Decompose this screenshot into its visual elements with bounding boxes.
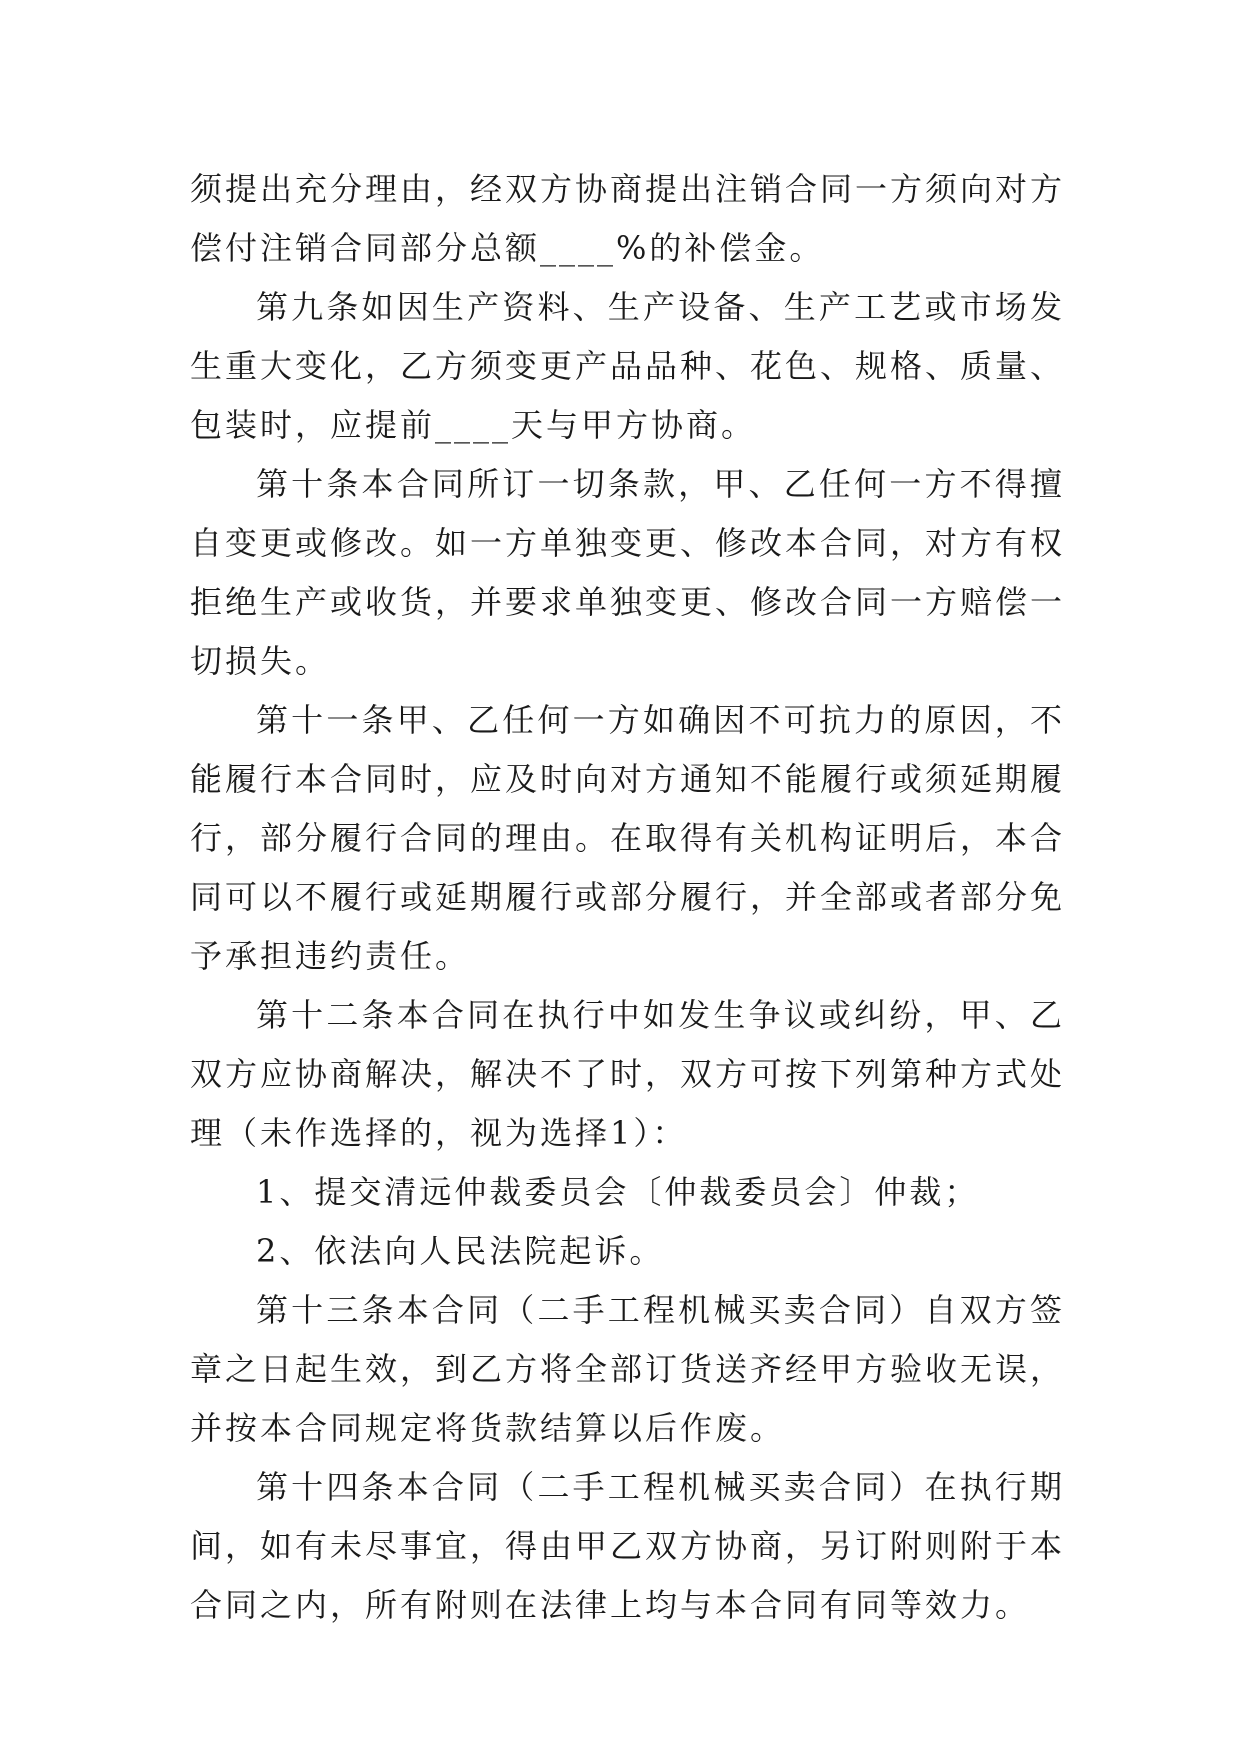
document-body <box>190 160 1065 1635</box>
list-item-option-1: 1、提交清远仲裁委员会〔仲裁委员会〕仲裁； <box>256 1173 980 1211</box>
paragraph-article-12: 第十二条本合同在执行中如发生争议或纠纷，甲、乙双方应协商解决，解决不了时，双方可按下列第种方式处理（未作选择的，视为选择1）： <box>190 996 1066 1152</box>
list-item-option-2: 2、依法向人民法院起诉。 <box>256 1232 665 1270</box>
paragraph-article-11: 第十一条甲、乙任何一方如确因不可抗力的原因，不能履行本合同时，应及时向对方通知不能履行或须延期履行，部分履行合同的理由。在取得有关机构证明后，本合同可以不履行或延期履行或部分履行，并全部或者部分免予承担违约责任。 <box>190 701 1066 975</box>
paragraph-article-10: 第十条本合同所订一切条款，甲、乙任何一方不得擅自变更或修改。如一方单独变更、修改本合同，对方有权拒绝生产或收货，并要求单独变更、修改合同一方赔偿一切损失。 <box>190 465 1066 680</box>
paragraph-article-9: 第九条如因生产资料、生产设备、生产工艺或市场发生重大变化，乙方须变更产品品种、花色、规格、质量、包装时，应提前____天与甲方协商。 <box>190 288 1066 444</box>
paragraph-continuation: 须提出充分理由，经双方协商提出注销合同一方须向对方偿付注销合同部分总额____%的补偿金。 <box>190 170 1066 267</box>
paragraph-article-14: 第十四条本合同（二手工程机械买卖合同）在执行期间，如有未尽事宜，得由甲乙双方协商，另订附则附于本合同之内，所有附则在法律上均与本合同有同等效力。 <box>190 1468 1066 1624</box>
paragraph-article-13: 第十三条本合同（二手工程机械买卖合同）自双方签章之日起生效，到乙方将全部订货送齐经甲方验收无误，并按本合同规定将货款结算以后作废。 <box>190 1291 1066 1447</box>
